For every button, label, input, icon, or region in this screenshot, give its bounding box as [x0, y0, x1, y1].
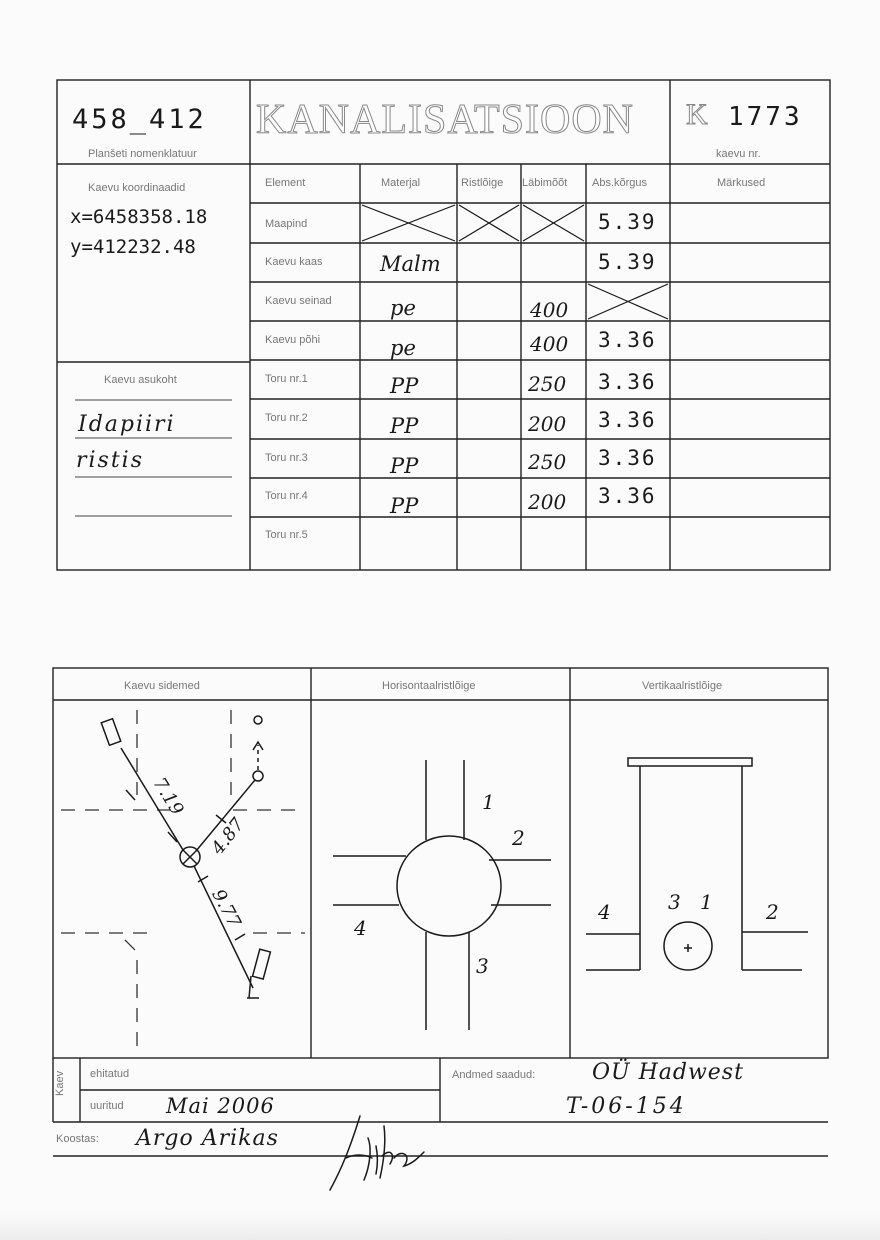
row-height: 3.36 — [598, 484, 657, 508]
tie-distance-2: 4.87 — [207, 814, 249, 859]
well-number: 1773 — [728, 102, 803, 132]
horiz-pipe-1: 1 — [482, 790, 495, 814]
coords-label: Kaevu koordinaadid — [88, 182, 186, 194]
scan-edge — [0, 1214, 880, 1240]
x-coordinate: x=6458358.18 — [70, 206, 208, 228]
source-label: Andmed saadud: — [452, 1069, 536, 1081]
row-material: PP — [390, 454, 419, 478]
koostas-value: Argo Arikas — [136, 1126, 279, 1151]
header-markused: Märkused — [717, 177, 766, 189]
row-height: 3.36 — [598, 408, 657, 432]
row-element: Toru nr.2 — [265, 412, 308, 424]
tie-distance-3: 9.77 — [207, 885, 245, 932]
koostas-label: Koostas: — [56, 1133, 99, 1145]
location-line2: ristis — [76, 448, 145, 473]
uuritud-label: uuritud — [90, 1100, 124, 1112]
row-element: Kaevu põhi — [265, 334, 321, 346]
nomenclature-value: 458_412 — [72, 104, 207, 135]
header-material: Materjal — [381, 177, 421, 189]
row-height: 3.36 — [598, 328, 657, 352]
row-height: 3.36 — [598, 370, 657, 394]
row-diameter: 200 — [528, 412, 567, 436]
tie-distance-1: 7.19 — [148, 773, 188, 820]
row-element: Kaevu seinad — [265, 295, 332, 307]
form-title: KANALISATSIOON — [256, 97, 634, 143]
ehitatud-label: ehitatud — [90, 1068, 130, 1080]
horiz-pipe-3: 3 — [476, 954, 489, 978]
row-material: PP — [390, 374, 419, 398]
row-diameter: 400 — [530, 298, 569, 322]
panel1-label: Kaevu sidemed — [124, 680, 200, 692]
panel3-label: Vertikaalristlõige — [642, 680, 723, 692]
row-height: 5.39 — [598, 250, 657, 274]
row-element: Toru nr.3 — [265, 452, 308, 464]
panel2-label: Horisontaalristlõige — [382, 680, 476, 692]
vert-pipe-3: 3 — [668, 890, 681, 914]
vert-pipe-2: 2 — [766, 900, 779, 924]
header-ristloige: Ristlõige — [461, 177, 504, 189]
signature-image — [320, 1108, 430, 1198]
header-abs-korgus: Abs.kõrgus — [592, 177, 648, 189]
y-coordinate: y=412232.48 — [70, 236, 196, 258]
row-element: Toru nr.4 — [265, 490, 308, 502]
location-label: Kaevu asukoht — [104, 374, 177, 386]
row-material: pe — [390, 296, 416, 320]
source-line2: T-06-154 — [566, 1094, 687, 1119]
row-element: Kaevu kaas — [265, 256, 323, 268]
row-element: Toru nr.5 — [265, 529, 308, 541]
nomenclature-label: Planšeti nomenklatuur — [88, 148, 197, 160]
ties-sketch — [53, 700, 311, 1058]
vertical-section-sketch — [570, 700, 828, 1058]
header-element: Element — [265, 177, 306, 189]
uuritud-value: Mai 2006 — [166, 1094, 275, 1118]
row-diameter: 400 — [530, 332, 569, 356]
source-line1: OÜ Hadwest — [592, 1060, 744, 1085]
row-material: PP — [390, 414, 419, 438]
horiz-pipe-2: 2 — [512, 826, 525, 850]
row-material: Malm — [380, 252, 441, 276]
horizontal-section-sketch — [311, 700, 570, 1058]
row-height: 3.36 — [598, 446, 657, 470]
vert-pipe-1: 1 — [700, 890, 713, 914]
well-prefix: K — [686, 98, 708, 131]
well-number-label: kaevu nr. — [716, 148, 761, 160]
horiz-pipe-4: 4 — [354, 916, 367, 940]
kaev-label: Kaev — [54, 1070, 66, 1096]
row-height: 5.39 — [598, 210, 657, 234]
top-form-grid — [0, 0, 880, 600]
row-element: Maapind — [265, 218, 308, 230]
row-material: PP — [390, 494, 419, 518]
vert-pipe-4: 4 — [598, 900, 611, 924]
header-labimoot: Läbimõõt — [522, 177, 568, 189]
row-element: Toru nr.1 — [265, 373, 308, 385]
location-line1: Idapiiri — [78, 412, 176, 437]
row-diameter: 250 — [528, 450, 567, 474]
row-diameter: 250 — [528, 372, 567, 396]
row-diameter: 200 — [528, 490, 567, 514]
row-material: pe — [390, 336, 416, 360]
